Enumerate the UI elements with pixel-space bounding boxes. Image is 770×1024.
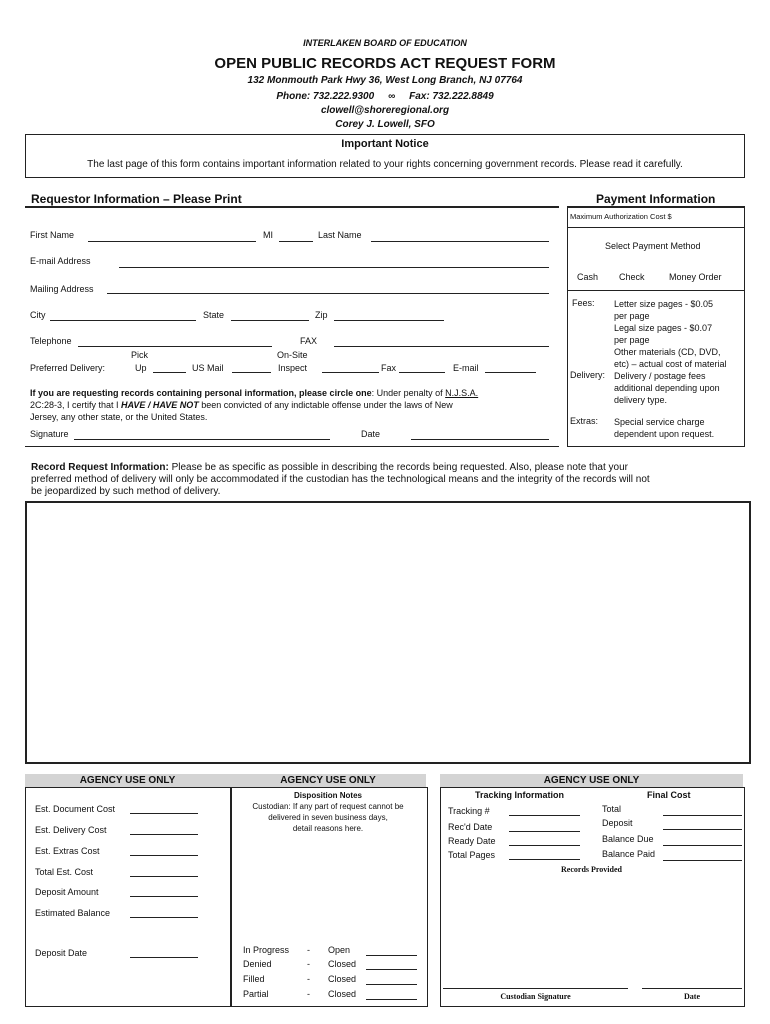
- cert-line-3: Jersey, any other state, or the United States.: [30, 412, 208, 422]
- est-extras-cost-label: Est. Extras Cost: [35, 846, 100, 856]
- status-partial: Partial: [243, 989, 269, 999]
- first-name-field[interactable]: [88, 241, 256, 242]
- final-deposit-label: Deposit: [602, 818, 633, 828]
- fee-line: Legal size pages - $0.07: [614, 323, 713, 333]
- recd-date-label: Rec'd Date: [448, 822, 493, 832]
- deposit-amount-field[interactable]: [130, 896, 198, 897]
- record-line-3: be jeopardized by such method of delivery.: [31, 486, 221, 497]
- pickup-option: Up: [135, 363, 147, 373]
- zip-field[interactable]: [334, 320, 444, 321]
- payment-divider-2: [567, 290, 745, 291]
- fee-line: Other materials (CD, DVD,: [614, 347, 721, 357]
- status-filled: Filled: [243, 974, 265, 984]
- city-field[interactable]: [50, 320, 196, 321]
- important-notice-box: [25, 134, 745, 178]
- record-line-2: preferred method of delivery will only be accommodated if the custodian has the technological means and the integrity of the records will not: [31, 474, 650, 485]
- select-payment-label: Select Payment Method: [605, 241, 701, 251]
- ready-date-label: Ready Date: [448, 836, 496, 846]
- status-dash: -: [307, 989, 310, 999]
- status-in-progress: In Progress: [243, 945, 290, 955]
- custodian-date-field[interactable]: [642, 988, 742, 989]
- zip-label: Zip: [315, 310, 328, 320]
- record-request-instructions: [31, 462, 743, 498]
- balance-paid-field[interactable]: [663, 860, 742, 861]
- final-cost-title: Final Cost: [647, 790, 691, 800]
- last-name-field[interactable]: [371, 241, 549, 242]
- total-pages-label: Total Pages: [448, 850, 496, 860]
- preferred-delivery-label: Preferred Delivery:: [30, 363, 106, 373]
- fax-field[interactable]: [334, 346, 549, 347]
- usmail-option: US Mail: [192, 363, 224, 373]
- payment-heading: Payment Information: [596, 192, 716, 206]
- total-est-cost-label: Total Est. Cost: [35, 867, 94, 877]
- fax-label: FAX: [300, 336, 318, 346]
- deposit-date-field[interactable]: [130, 957, 198, 958]
- final-deposit-field[interactable]: [663, 829, 742, 830]
- page-title: OPEN PUBLIC RECORDS ACT REQUEST FORM: [214, 55, 556, 72]
- phone: Phone: 732.222.9300: [276, 91, 375, 102]
- signature-label: Signature: [30, 429, 69, 439]
- fee-line: per page: [614, 311, 650, 321]
- record-request-heading: Record Request Information:: [31, 462, 169, 473]
- penalty-text: : Under penalty of: [371, 388, 446, 398]
- requestor-heading: Requestor Information – Please Print: [31, 192, 242, 206]
- agency-cost-box: [25, 787, 232, 1007]
- est-document-cost-field[interactable]: [130, 813, 198, 814]
- tracking-box: [440, 787, 745, 1007]
- email: clowell@shoreregional.org: [320, 105, 450, 116]
- custodian-signature-field[interactable]: [443, 988, 628, 989]
- status-denied: Denied: [243, 959, 272, 969]
- est-extras-cost-field[interactable]: [130, 855, 198, 856]
- telephone-label: Telephone: [30, 336, 72, 346]
- tracking-number-label: Tracking #: [448, 806, 490, 816]
- status-partial-field[interactable]: [366, 999, 417, 1000]
- fees-list: [614, 298, 727, 370]
- recd-date-field[interactable]: [509, 831, 580, 832]
- email-option: E-mail: [453, 363, 479, 373]
- pick-label: Pick: [131, 350, 149, 360]
- balance-due-label: Balance Due: [602, 834, 654, 844]
- total-pages-field[interactable]: [509, 859, 580, 860]
- check-option[interactable]: Check: [619, 272, 645, 282]
- inspect-field[interactable]: [322, 372, 379, 373]
- email-label: E-mail Address: [30, 256, 91, 266]
- fees-label: Fees:: [572, 298, 595, 308]
- agency-use-heading-1: AGENCY USE ONLY: [25, 774, 230, 787]
- deposit-date-label: Deposit Date: [35, 948, 88, 958]
- status-closed: Closed: [328, 989, 357, 999]
- fee-line: per page: [614, 335, 650, 345]
- separator-symbol: ∞: [388, 91, 396, 102]
- disposition-notes-title: Disposition Notes: [293, 791, 362, 800]
- agency-use-heading-3: AGENCY USE ONLY: [440, 774, 743, 787]
- extras-line: dependent upon request.: [614, 429, 715, 439]
- est-delivery-cost-label: Est. Delivery Cost: [35, 825, 107, 835]
- ready-date-field[interactable]: [509, 845, 580, 846]
- max-cost-label: Maximum Authorization Cost $: [570, 212, 672, 221]
- first-name-label: First Name: [30, 230, 75, 240]
- certification-text: [30, 387, 550, 423]
- notice-text: The last page of this form contains important information related to your rights concerning government records. Please read it carefully.: [87, 159, 683, 170]
- mailing-label: Mailing Address: [30, 284, 94, 294]
- tracking-info-title: Tracking Information: [475, 790, 565, 800]
- usmail-field[interactable]: [232, 372, 271, 373]
- telephone-field[interactable]: [78, 346, 272, 347]
- cert-line-2b: been convicted of any indictable offense under the laws of New: [198, 400, 453, 410]
- disposition-instructions: [230, 801, 426, 834]
- state-label: State: [203, 310, 225, 320]
- disposition-note-2: delivered in seven business days,: [268, 813, 388, 822]
- payment-divider: [567, 227, 745, 228]
- address: 132 Monmouth Park Hwy 36, West Long Branch, NJ 07764: [247, 75, 523, 86]
- mi-label: MI: [263, 230, 273, 240]
- onsite-label: On-Site: [277, 350, 308, 360]
- status-denied-field[interactable]: [366, 969, 417, 970]
- status-closed: Closed: [328, 959, 357, 969]
- cert-line-2a: 2C:28-3, I certify that I: [30, 400, 122, 410]
- circle-instruction: If you are requesting records containing personal information, please circle one: [30, 388, 372, 398]
- pickup-field[interactable]: [153, 372, 186, 373]
- records-provided-label: Records Provided: [561, 865, 622, 874]
- contact-name: Corey J. Lowell, SFO: [335, 119, 435, 130]
- balance-due-field[interactable]: [663, 845, 742, 846]
- mailing-field[interactable]: [107, 293, 549, 294]
- custodian-date-label: Date: [684, 992, 700, 1001]
- delivery-list: [614, 370, 720, 406]
- fee-line: Letter size pages - $0.05: [614, 299, 714, 309]
- org-name: INTERLAKEN BOARD OF EDUCATION: [303, 38, 467, 48]
- email-option-field[interactable]: [485, 372, 536, 373]
- phone-fax-line: [0, 91, 770, 102]
- balance-paid-label: Balance Paid: [602, 849, 656, 859]
- estimated-balance-label: Estimated Balance: [35, 908, 111, 918]
- signature-field[interactable]: [74, 439, 330, 440]
- have-have-not[interactable]: HAVE / HAVE NOT: [121, 400, 199, 410]
- final-total-field[interactable]: [663, 815, 742, 816]
- last-name-label: Last Name: [318, 230, 362, 240]
- estimated-balance-field[interactable]: [130, 917, 198, 918]
- status-filled-field[interactable]: [366, 984, 417, 985]
- final-total-label: Total: [602, 804, 622, 814]
- status-open-field[interactable]: [366, 955, 417, 956]
- delivery-line: additional depending upon: [614, 383, 720, 393]
- status-open: Open: [328, 945, 351, 955]
- fax-option-field[interactable]: [399, 372, 445, 373]
- email-field[interactable]: [119, 267, 549, 268]
- extras-line: Special service charge: [614, 417, 705, 427]
- custodian-signature-label: Custodian Signature: [500, 992, 571, 1001]
- njsa-link: N.J.S.A.: [445, 388, 479, 398]
- est-document-cost-label: Est. Document Cost: [35, 804, 116, 814]
- extras-label: Extras:: [570, 416, 599, 426]
- disposition-note-3: detail reasons here.: [292, 824, 364, 833]
- status-dash: -: [307, 974, 310, 984]
- disposition-note-1: Custodian: If any part of request cannot be: [252, 802, 404, 811]
- delivery-line: Delivery / postage fees: [614, 371, 706, 381]
- agency-use-heading-2: AGENCY USE ONLY: [230, 774, 426, 787]
- notice-title: Important Notice: [341, 138, 429, 150]
- status-closed: Closed: [328, 974, 357, 984]
- deposit-amount-label: Deposit Amount: [35, 887, 99, 897]
- fee-line: etc) – actual cost of material: [614, 359, 727, 369]
- mi-field[interactable]: [279, 241, 313, 242]
- delivery-line: delivery type.: [614, 395, 668, 405]
- status-dash: -: [307, 959, 310, 969]
- date-label: Date: [361, 429, 381, 439]
- status-dash: -: [307, 945, 310, 955]
- record-request-textarea[interactable]: [25, 501, 751, 764]
- fax: Fax: 732.222.8849: [409, 91, 494, 102]
- tracking-number-field[interactable]: [509, 815, 580, 816]
- extras-list: [614, 416, 714, 440]
- est-delivery-cost-field[interactable]: [130, 834, 198, 835]
- money-order-option[interactable]: Money Order: [669, 272, 722, 282]
- cash-option[interactable]: Cash: [577, 272, 599, 282]
- date-field[interactable]: [411, 439, 549, 440]
- record-line-1: Please be as specific as possible in describing the records being requested. Also, please note that your: [168, 462, 628, 473]
- city-label: City: [30, 310, 46, 320]
- inspect-option: Inspect: [278, 363, 308, 373]
- state-field[interactable]: [231, 320, 309, 321]
- total-est-cost-field[interactable]: [130, 876, 198, 877]
- delivery-label: Delivery:: [570, 370, 606, 380]
- fax-option: Fax: [381, 363, 397, 373]
